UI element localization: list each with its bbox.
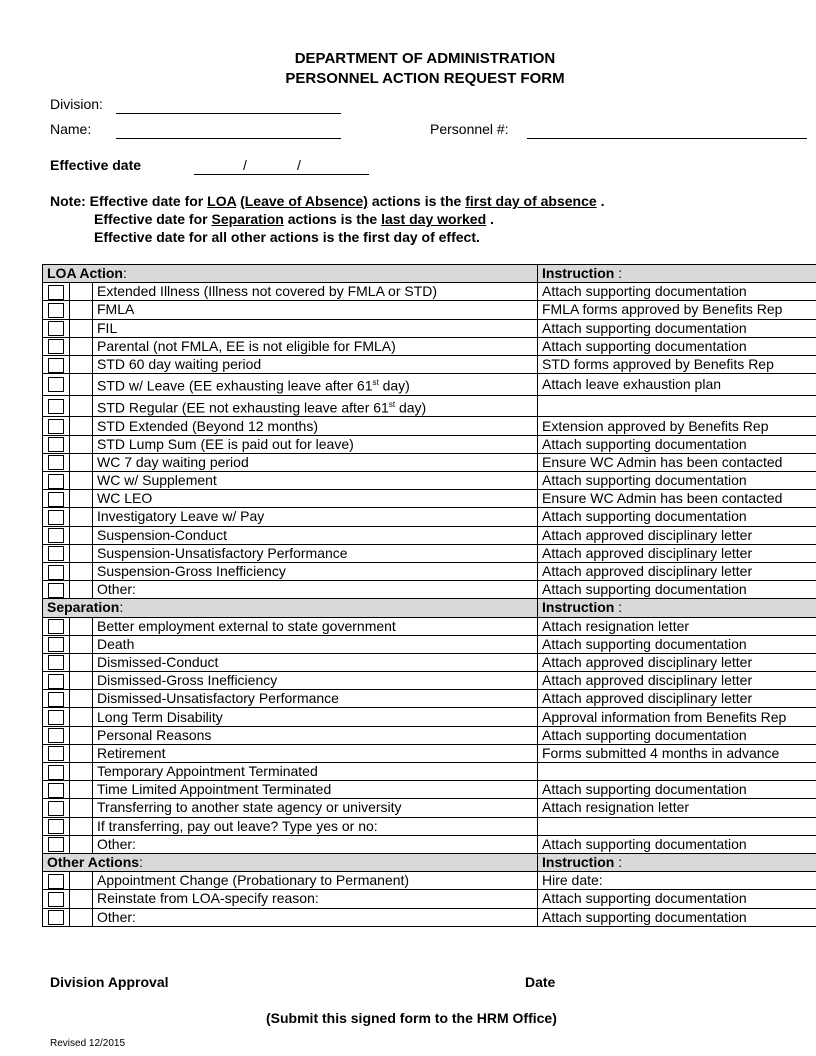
blank-cell bbox=[70, 417, 93, 435]
table-row bbox=[43, 581, 816, 599]
blank-cell bbox=[70, 301, 93, 319]
checkbox[interactable] bbox=[48, 510, 64, 525]
effective-date-label: Effective date bbox=[50, 157, 142, 173]
action-label: Suspension-Unsatisfactory Performance bbox=[93, 544, 538, 562]
table-row bbox=[43, 708, 816, 726]
table-row bbox=[43, 781, 816, 799]
section-header bbox=[43, 853, 816, 871]
blank-cell bbox=[70, 708, 93, 726]
table-row bbox=[43, 355, 816, 373]
action-label: Other: bbox=[93, 908, 538, 926]
instruction-text: Attach supporting documentation bbox=[538, 337, 816, 355]
table-row bbox=[43, 908, 816, 926]
blank-cell bbox=[70, 908, 93, 926]
table-row bbox=[43, 301, 816, 319]
blank-cell bbox=[70, 653, 93, 671]
action-label: Parental (not FMLA, EE is not eligible for FMLA) bbox=[93, 337, 538, 355]
date-label: Date bbox=[525, 974, 556, 990]
action-table bbox=[42, 264, 816, 927]
blank-cell bbox=[70, 817, 93, 835]
instruction-text: Attach supporting documentation bbox=[538, 908, 816, 926]
submit-note: (Submit this signed form to the HRM Office) bbox=[266, 1010, 557, 1026]
blank-cell bbox=[70, 635, 93, 653]
blank-cell bbox=[70, 508, 93, 526]
table-row bbox=[43, 653, 816, 671]
section-title: Separation: bbox=[43, 599, 538, 617]
action-label: Investigatory Leave w/ Pay bbox=[93, 508, 538, 526]
blank-cell bbox=[70, 744, 93, 762]
checkbox[interactable] bbox=[48, 358, 64, 373]
instruction-text: Attach supporting documentation bbox=[538, 890, 816, 908]
table-row bbox=[43, 337, 816, 355]
note-text: last day worked bbox=[381, 211, 487, 227]
instruction-text: Ensure WC Admin has been contacted bbox=[538, 490, 816, 508]
instruction-text: FMLA forms approved by Benefits Rep bbox=[538, 301, 816, 319]
instruction-text: Attach approved disciplinary letter bbox=[538, 672, 816, 690]
division-field[interactable] bbox=[116, 113, 341, 114]
table-row bbox=[43, 672, 816, 690]
instruction-header: Instruction : bbox=[538, 265, 816, 283]
checkbox[interactable] bbox=[48, 655, 64, 670]
note-text: . bbox=[596, 193, 605, 209]
action-label: WC LEO bbox=[93, 490, 538, 508]
instruction-text: Attach supporting documentation bbox=[538, 508, 816, 526]
table-row bbox=[43, 472, 816, 490]
blank-cell bbox=[70, 472, 93, 490]
blank-cell bbox=[70, 726, 93, 744]
checkbox[interactable] bbox=[48, 783, 64, 798]
note-text: Effective date for bbox=[94, 211, 212, 227]
instruction-text bbox=[538, 817, 816, 835]
checkbox[interactable] bbox=[48, 728, 64, 743]
action-label: FIL bbox=[93, 319, 538, 337]
checkbox[interactable] bbox=[48, 583, 64, 598]
checkbox[interactable] bbox=[48, 746, 64, 761]
action-label: WC 7 day waiting period bbox=[93, 453, 538, 471]
note-text: first day of absence bbox=[465, 193, 597, 209]
action-label: Death bbox=[93, 635, 538, 653]
table-row bbox=[43, 763, 816, 781]
instruction-text: STD forms approved by Benefits Rep bbox=[538, 355, 816, 373]
blank-cell bbox=[70, 672, 93, 690]
blank-cell bbox=[70, 355, 93, 373]
checkbox[interactable] bbox=[48, 437, 64, 452]
table-row bbox=[43, 435, 816, 453]
name-field[interactable] bbox=[116, 138, 341, 139]
checkbox[interactable] bbox=[48, 874, 64, 889]
blank-cell bbox=[70, 581, 93, 599]
instruction-text: Attach supporting documentation bbox=[538, 781, 816, 799]
blank-cell bbox=[70, 490, 93, 508]
checkbox[interactable] bbox=[48, 710, 64, 725]
instruction-text: Attach approved disciplinary letter bbox=[538, 562, 816, 580]
action-label: STD Regular (EE not exhausting leave after 61st day) bbox=[93, 395, 538, 417]
action-label: Dismissed-Conduct bbox=[93, 653, 538, 671]
form-title-line1: DEPARTMENT OF ADMINISTRATION bbox=[294, 50, 556, 67]
table-row bbox=[43, 890, 816, 908]
checkbox[interactable] bbox=[48, 801, 64, 816]
table-row bbox=[43, 508, 816, 526]
instruction-text: Attach approved disciplinary letter bbox=[538, 526, 816, 544]
note-line-3: Effective date for all other actions is the first day of effect. bbox=[94, 229, 480, 245]
action-label: Reinstate from LOA-specify reason: bbox=[93, 890, 538, 908]
checkbox[interactable] bbox=[48, 419, 64, 434]
instruction-text bbox=[538, 763, 816, 781]
action-label: Other: bbox=[93, 835, 538, 853]
instruction-text: Forms submitted 4 months in advance bbox=[538, 744, 816, 762]
division-approval-label: Division Approval bbox=[50, 974, 169, 990]
table-row bbox=[43, 453, 816, 471]
action-label: FMLA bbox=[93, 301, 538, 319]
blank-cell bbox=[70, 562, 93, 580]
action-label: STD 60 day waiting period bbox=[93, 355, 538, 373]
blank-cell bbox=[70, 435, 93, 453]
instruction-text: Attach supporting documentation bbox=[538, 835, 816, 853]
instruction-text: Attach supporting documentation bbox=[538, 581, 816, 599]
instruction-text: Attach resignation letter bbox=[538, 799, 816, 817]
checkbox[interactable] bbox=[48, 303, 64, 318]
blank-cell bbox=[70, 872, 93, 890]
action-label: Extended Illness (Illness not covered by FMLA or STD) bbox=[93, 283, 538, 301]
checkbox[interactable] bbox=[48, 339, 64, 354]
instruction-text: Attach supporting documentation bbox=[538, 472, 816, 490]
table-row bbox=[43, 374, 816, 396]
note-text: . bbox=[486, 211, 494, 227]
checkbox[interactable] bbox=[48, 619, 64, 634]
action-label: Suspension-Gross Inefficiency bbox=[93, 562, 538, 580]
form-title-line2: PERSONNEL ACTION REQUEST FORM bbox=[285, 70, 565, 87]
action-label: STD Extended (Beyond 12 months) bbox=[93, 417, 538, 435]
instruction-text: Attach supporting documentation bbox=[538, 319, 816, 337]
checkbox[interactable] bbox=[48, 674, 64, 689]
action-label: Transferring to another state agency or university bbox=[93, 799, 538, 817]
division-label: Division: bbox=[50, 96, 103, 112]
blank-cell bbox=[70, 395, 93, 417]
action-label: STD w/ Leave (EE exhausting leave after 61st day) bbox=[93, 374, 538, 396]
table-row bbox=[43, 617, 816, 635]
blank-cell bbox=[70, 799, 93, 817]
instruction-text: Attach supporting documentation bbox=[538, 635, 816, 653]
personnel-label: Personnel #: bbox=[430, 121, 509, 137]
table-row bbox=[43, 395, 816, 417]
action-label: Temporary Appointment Terminated bbox=[93, 763, 538, 781]
instruction-text: Attach approved disciplinary letter bbox=[538, 653, 816, 671]
note-text: actions is the bbox=[367, 193, 466, 209]
checkbox[interactable] bbox=[48, 837, 64, 852]
section-header bbox=[43, 265, 816, 283]
section-header bbox=[43, 599, 816, 617]
table-row bbox=[43, 744, 816, 762]
instruction-header: Instruction : bbox=[538, 853, 816, 871]
blank-cell bbox=[70, 374, 93, 396]
note-text: actions is the bbox=[283, 211, 382, 227]
checkbox[interactable] bbox=[48, 285, 64, 300]
instruction-text: Hire date: bbox=[538, 872, 816, 890]
personnel-field[interactable] bbox=[527, 138, 807, 139]
date-slash: / bbox=[297, 157, 301, 173]
section-title: Other Actions: bbox=[43, 853, 538, 871]
action-label: Long Term Disability bbox=[93, 708, 538, 726]
table-row bbox=[43, 799, 816, 817]
action-label: Retirement bbox=[93, 744, 538, 762]
table-row bbox=[43, 417, 816, 435]
blank-cell bbox=[70, 690, 93, 708]
instruction-text: Approval information from Benefits Rep bbox=[538, 708, 816, 726]
checkbox[interactable] bbox=[48, 692, 64, 707]
checkbox[interactable] bbox=[48, 637, 64, 652]
checkbox[interactable] bbox=[48, 892, 64, 907]
blank-cell bbox=[70, 835, 93, 853]
instruction-text: Attach approved disciplinary letter bbox=[538, 690, 816, 708]
checkbox[interactable] bbox=[48, 910, 64, 925]
action-label: Dismissed-Gross Inefficiency bbox=[93, 672, 538, 690]
instruction-text: Attach supporting documentation bbox=[538, 726, 816, 744]
instruction-header: Instruction : bbox=[538, 599, 816, 617]
note-line-1 bbox=[50, 193, 604, 209]
note-text: LOA bbox=[207, 193, 237, 209]
effective-date-field[interactable] bbox=[194, 174, 369, 175]
name-label: Name: bbox=[50, 121, 92, 137]
checkbox[interactable] bbox=[48, 819, 64, 834]
table-row bbox=[43, 835, 816, 853]
table-row bbox=[43, 562, 816, 580]
action-label: Appointment Change (Probationary to Permanent) bbox=[93, 872, 538, 890]
date-slash: / bbox=[243, 157, 247, 173]
blank-cell bbox=[70, 890, 93, 908]
instruction-text bbox=[538, 395, 816, 417]
instruction-text: Attach supporting documentation bbox=[538, 283, 816, 301]
instruction-text: Attach resignation letter bbox=[538, 617, 816, 635]
note-text: (Leave of Absence) bbox=[240, 193, 368, 209]
instruction-text: Ensure WC Admin has been contacted bbox=[538, 453, 816, 471]
section-title: LOA Action: bbox=[43, 265, 538, 283]
blank-cell bbox=[70, 319, 93, 337]
blank-cell bbox=[70, 526, 93, 544]
blank-cell bbox=[70, 283, 93, 301]
action-label: WC w/ Supplement bbox=[93, 472, 538, 490]
note-text: Separation bbox=[211, 211, 284, 227]
table-row bbox=[43, 726, 816, 744]
blank-cell bbox=[70, 617, 93, 635]
action-label: If transferring, pay out leave? Type yes or no: bbox=[93, 817, 538, 835]
action-label: Personal Reasons bbox=[93, 726, 538, 744]
checkbox[interactable] bbox=[48, 377, 64, 392]
action-label: Dismissed-Unsatisfactory Performance bbox=[93, 690, 538, 708]
table-row bbox=[43, 319, 816, 337]
instruction-text: Attach supporting documentation bbox=[538, 435, 816, 453]
blank-cell bbox=[70, 781, 93, 799]
revised-date: Revised 12/2015 bbox=[50, 1038, 126, 1049]
checkbox[interactable] bbox=[48, 565, 64, 580]
instruction-text: Extension approved by Benefits Rep bbox=[538, 417, 816, 435]
checkbox[interactable] bbox=[48, 399, 64, 414]
action-label: Other: bbox=[93, 581, 538, 599]
table-row bbox=[43, 872, 816, 890]
action-label: Better employment external to state government bbox=[93, 617, 538, 635]
blank-cell bbox=[70, 544, 93, 562]
checkbox[interactable] bbox=[48, 321, 64, 336]
checkbox[interactable] bbox=[48, 546, 64, 561]
checkbox[interactable] bbox=[48, 455, 64, 470]
instruction-text: Attach leave exhaustion plan bbox=[538, 374, 816, 396]
checkbox[interactable] bbox=[48, 474, 64, 489]
action-label: STD Lump Sum (EE is paid out for leave) bbox=[93, 435, 538, 453]
action-label: Time Limited Appointment Terminated bbox=[93, 781, 538, 799]
note-line-2 bbox=[94, 211, 494, 227]
table-row bbox=[43, 635, 816, 653]
blank-cell bbox=[70, 337, 93, 355]
action-label: Suspension-Conduct bbox=[93, 526, 538, 544]
table-row bbox=[43, 490, 816, 508]
checkbox[interactable] bbox=[48, 765, 64, 780]
table-row bbox=[43, 283, 816, 301]
blank-cell bbox=[70, 763, 93, 781]
instruction-text: Attach approved disciplinary letter bbox=[538, 544, 816, 562]
note-text: Note: Effective date for bbox=[50, 193, 208, 209]
checkbox[interactable] bbox=[48, 492, 64, 507]
table-row bbox=[43, 526, 816, 544]
checkbox[interactable] bbox=[48, 528, 64, 543]
table-row bbox=[43, 690, 816, 708]
table-row bbox=[43, 817, 816, 835]
blank-cell bbox=[70, 453, 93, 471]
table-row bbox=[43, 544, 816, 562]
